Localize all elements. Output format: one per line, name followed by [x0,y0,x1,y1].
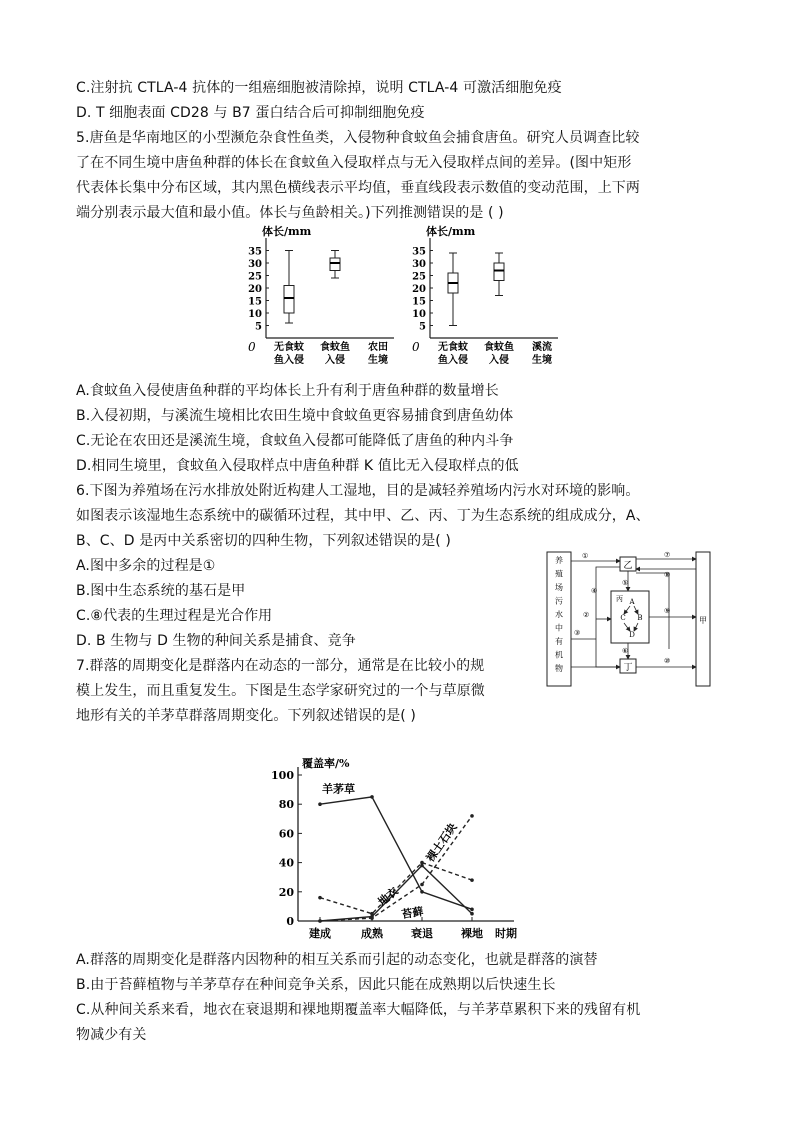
org-a: A [629,598,635,606]
x-tick-label: 成熟 [361,927,383,940]
carbon-cycle-diagram [544,549,714,689]
q7-stem-line-2: 模上发生，而且重复发生。下图是生态学家研究过的一个与草原微 [76,683,485,699]
series-label-bare: 裸土石块 [423,820,460,865]
node-yi-label: 乙 [623,561,633,571]
x-axis-label: 时期 [495,927,517,940]
y-tick-label: 20 [412,284,426,295]
y-tick-label: 25 [412,271,426,283]
y-tick-label: 15 [412,296,426,308]
y-axis-label: 体长/mm [426,225,476,238]
y-tick-label: 5 [419,321,426,333]
q5-stem-line-3: 代表体长集中分布区域，其内黑色横线表示平均值，垂直线段表示数值的变动范围，上下两 [76,180,640,196]
habitat-label: 生境 [532,355,552,366]
box [330,258,340,271]
data-point [470,912,474,916]
producer-label: 甲 [699,616,707,625]
y-tick-label: 10 [248,309,262,320]
sewage-char: 物 [555,664,563,673]
sewage-char: 养 [555,556,563,565]
arrow-10-label: ⑩ [664,657,671,665]
q6-option-b: B.图中生态系统的基石是甲 [76,583,246,599]
sewage-char: 水 [555,610,563,619]
habitat-label: 溪流 [532,342,552,353]
arrow-3-label: ③ [574,629,581,637]
boxplot-figure [240,222,570,374]
x-tick-label: 裸地 [461,927,483,940]
sewage-char: 殖 [555,569,563,579]
data-point [370,795,374,799]
arrow-2-label: ② [583,611,590,619]
q6-stem-line-1: 6.下图为养殖场在污水排放处附近构建人工湿地，目的是减轻养殖场内污水对环境的影响。 [76,483,640,499]
q5-option-d: D.相同生境里，食蚊鱼入侵取样点中唐鱼种群 K 值比无入侵取样点的低 [76,458,519,474]
data-point [318,919,322,923]
boxplot-left-panel [248,224,394,366]
series-line [320,863,472,914]
origin-label: 0 [412,340,420,354]
box [284,286,294,314]
q5-option-c: C.无论在农田还是溪流生境，食蚊鱼入侵都可能降低了唐鱼的种内斗争 [76,433,514,449]
q7-stem-line-3: 地形有关的羊茅草群落周期变化。下列叙述错误的是( ) [76,708,416,724]
y-tick-label: 20 [248,284,262,295]
category-label: 食蚊鱼 [320,342,350,353]
arrow-5-label: ⑤ [622,579,629,587]
series-label-moss: 苔藓 [400,905,425,922]
org-d: D [629,631,635,639]
arrow-6-label: ⑥ [622,647,629,655]
q7-option-c: C.从种间关系来看，地衣在衰退期和裸地期覆盖率大幅降低，与羊茅草累积下来的残留有机 [76,1002,641,1018]
habitat-label: 生境 [368,355,388,366]
series-label-lichen: 地衣 [375,884,401,909]
y-tick-label: 0 [286,915,294,928]
data-point [470,878,474,882]
coverage-chart-body [271,756,517,940]
y-tick-label: 40 [278,856,294,870]
sewage-organic-label [555,555,563,673]
y-tick-label: 80 [278,798,294,812]
data-point [420,864,424,868]
y-tick-label: 35 [412,246,426,258]
category-label: 无食蚊 [438,342,468,353]
q5-stem-line-1: 5.唐鱼是华南地区的小型濒危杂食性鱼类，入侵物种食蚊鱼会捕食唐鱼。研究人员调查比较 [76,130,640,146]
category-label: 鱼入侵 [274,355,304,366]
y-tick-label: 60 [278,827,294,841]
sewage-char: 机 [555,650,563,660]
category-label: 鱼入侵 [438,355,468,366]
category-label: 无食蚊 [274,342,304,353]
q5-stem-line-4: 端分别表示最大值和最小值。体长与鱼龄相关。)下列推测错误的是 ( ) [76,205,504,221]
box [494,263,504,281]
origin-label: 0 [248,340,256,354]
org-c: C [620,614,626,622]
habitat-label: 农田 [368,342,388,353]
arrow-8-label: ⑧ [664,571,671,579]
data-point [318,896,322,900]
data-point [420,883,424,887]
sewage-char: 场 [555,583,563,592]
data-point [370,916,374,920]
org-b: B [637,614,643,622]
q6-stem-line-2: 如图表示该湿地生态系统中的碳循环过程，其中甲、乙、丙、丁为生态系统的组成成分，A、 [76,508,650,524]
y-axis-label: 体长/mm [262,225,312,238]
q7-option-b: B.由于苔藓植物与羊茅草存在种间竞争关系，因此只能在成熟期以后快速生长 [76,977,556,993]
q4-option-d: D. T 细胞表面 CD28 与 B7 蛋白结合后可抑制细胞免疫 [76,105,425,121]
data-point [470,908,474,912]
sewage-char: 中 [555,623,563,633]
arrow-7-label: ⑦ [664,551,671,559]
arrow-4-label: ④ [591,587,598,595]
q5-option-a: A.食蚊鱼入侵使唐鱼种群的平均体长上升有利于唐鱼种群的数量增长 [76,383,499,399]
y-tick-label: 30 [248,259,262,270]
q6-option-d: D. B 生物与 D 生物的种间关系是捕食、竞争 [76,633,356,649]
data-point [420,890,424,894]
y-axis-label: 覆盖率/% [302,757,350,770]
q4-option-c: C.注射抗 CTLA-4 抗体的一组癌细胞被清除掉，说明 CTLA-4 可激活细胞免疫 [76,80,562,96]
q6-option-a: A.图中多余的过程是① [76,558,216,574]
q7-option-a: A.群落的周期变化是群落内因物种的相互关系而引起的动态变化，也就是群落的演替 [76,952,598,968]
category-label: 入侵 [325,355,345,366]
q7-option-c-cont: 物减少有关 [76,1027,147,1043]
node-ding-label: 丁 [623,663,633,673]
y-tick-label: 5 [255,321,262,333]
y-tick-label: 25 [248,271,262,283]
q6-option-c: C.⑧代表的生理过程是光合作用 [76,608,273,624]
sewage-char: 污 [555,596,563,606]
y-tick-label: 100 [271,769,294,782]
data-point [318,802,322,806]
category-label: 入侵 [489,355,509,366]
x-tick-label: 衰退 [411,927,433,940]
coverage-line-chart [262,755,532,943]
q5-stem-line-2: 了在不同生境中唐鱼种群的体长在食蚊鱼入侵取样点与无入侵取样点间的差异。(图中矩形 [76,155,632,171]
category-label: 食蚊鱼 [484,342,514,353]
y-tick-label: 15 [248,296,262,308]
consumer-label: 丙 [616,595,623,603]
y-tick-label: 20 [278,885,294,899]
y-tick-label: 10 [412,309,426,320]
q6-stem-line-3: B、C、D 是丙中关系密切的四种生物，下列叙述错误的是( ) [76,533,451,549]
arrow-1-label: ① [582,552,589,560]
x-tick-label: 建成 [309,927,331,940]
q5-option-b: B.入侵初期，与溪流生境相比农田生境中食蚊鱼更容易捕食到唐鱼幼体 [76,408,514,424]
arrow-9-label: ⑨ [664,607,671,615]
sewage-char: 有 [555,637,563,646]
boxplot-right-panel [412,224,558,366]
data-point [470,814,474,818]
q7-stem-line-1: 7.群落的周期变化是群落内在动态的一部分，通常是在比较小的规 [76,658,485,674]
series-label-fescue: 羊茅草 [322,782,355,796]
y-tick-label: 30 [412,259,426,270]
y-tick-label: 35 [248,246,262,258]
